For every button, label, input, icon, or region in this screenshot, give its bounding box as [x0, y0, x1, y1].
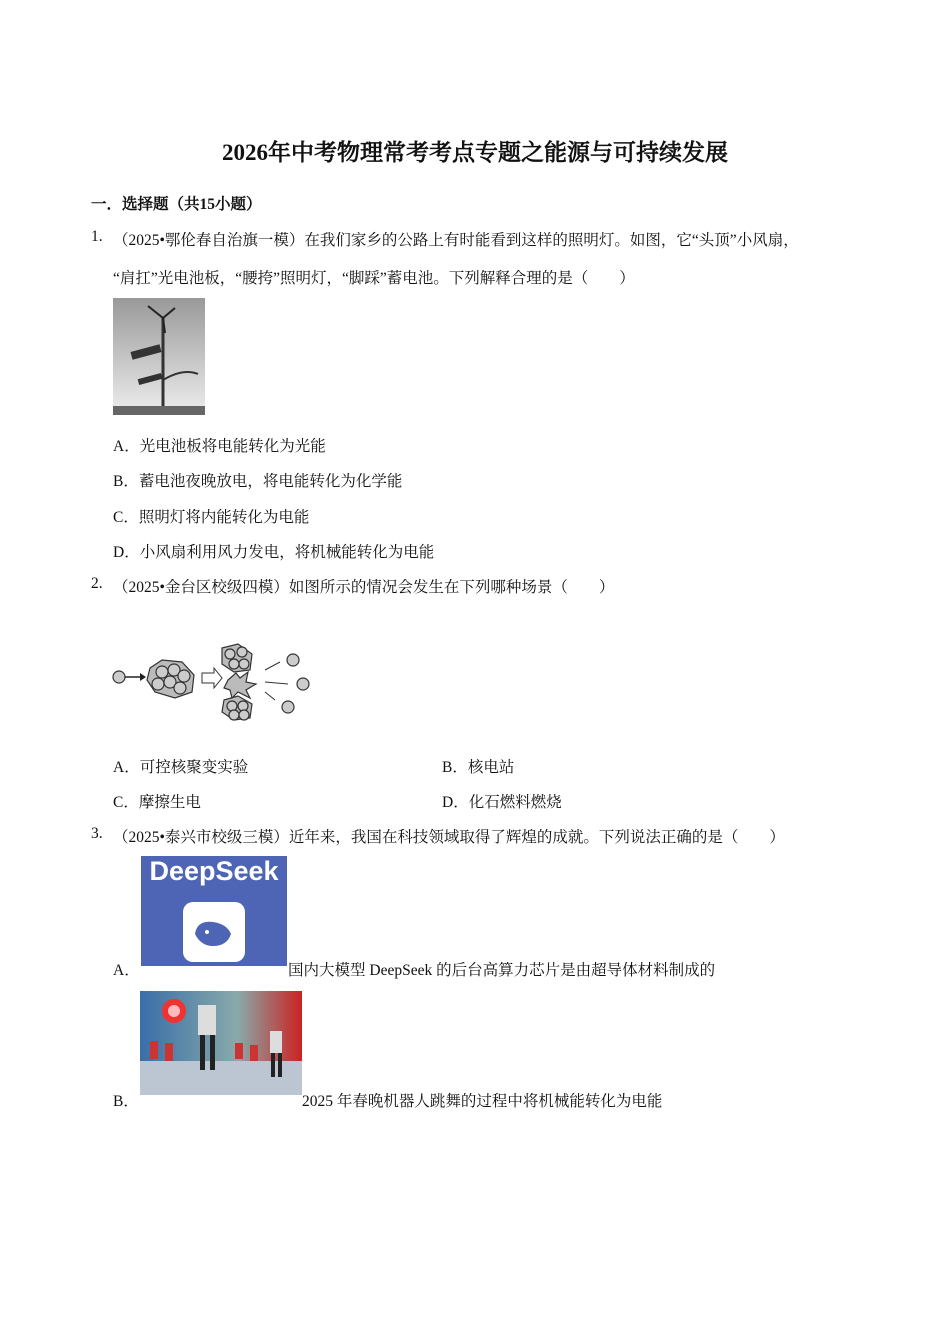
page-title: 2026年中考物理常考考点专题之能源与可持续发展: [222, 140, 728, 165]
street-lamp-image: [113, 298, 205, 415]
q1-stem-2: “肩扛”光电池板，“腰挎”照明灯，“脚踩”蓄电池。下列解释合理的是（ ）: [113, 270, 635, 287]
q2-stem: （2025•金台区校级四模）如图所示的情况会发生在下列哪种场景（ ）: [113, 579, 615, 596]
whale-icon: [183, 902, 245, 962]
q2-number: 2.: [91, 575, 103, 592]
q1-option-a: A．光电池板将电能转化为光能: [113, 438, 326, 455]
nuclear-fission-diagram: [110, 640, 315, 722]
robot-dance-image: [140, 991, 302, 1095]
q3-option-a-text: 国内大模型 DeepSeek 的后台高算力芯片是由超导体材料制成的: [288, 962, 716, 979]
deepseek-logo-image: [141, 856, 287, 966]
q3-option-a-letter: A．: [113, 962, 140, 979]
q3-option-b-text: 2025 年春晚机器人跳舞的过程中将机械能转化为电能: [302, 1093, 663, 1110]
q2-option-c: C．摩擦生电: [113, 794, 201, 811]
q2-option-b: B．核电站: [442, 759, 515, 776]
q2-option-a: A．可控核聚变实验: [113, 759, 249, 776]
q3-number: 3.: [91, 825, 103, 842]
q3-option-b-letter: B．: [113, 1093, 139, 1110]
q1-stem: （2025•鄂伦春自治旗一模）在我们家乡的公路上有时能看到这样的照明灯。如图，它“头顶”小风扇，: [113, 232, 799, 249]
q1-option-c: C．照明灯将内能转化为电能: [113, 509, 310, 526]
q1-option-b: B．蓄电池夜晚放电，将电能转化为化学能: [113, 473, 403, 490]
q3-stem: （2025•泰兴市校级三模）近年来，我国在科技领域取得了辉煌的成就。下列说法正确的是（ ）: [113, 829, 785, 846]
q1-option-d: D．小风扇利用风力发电，将机械能转化为电能: [113, 544, 435, 561]
q2-option-d: D．化石燃料燃烧: [442, 794, 562, 811]
section-heading: 一．选择题（共15小题）: [91, 196, 262, 213]
deepseek-logo-text: DeepSeek: [149, 856, 279, 886]
q1-number: 1.: [91, 228, 103, 245]
